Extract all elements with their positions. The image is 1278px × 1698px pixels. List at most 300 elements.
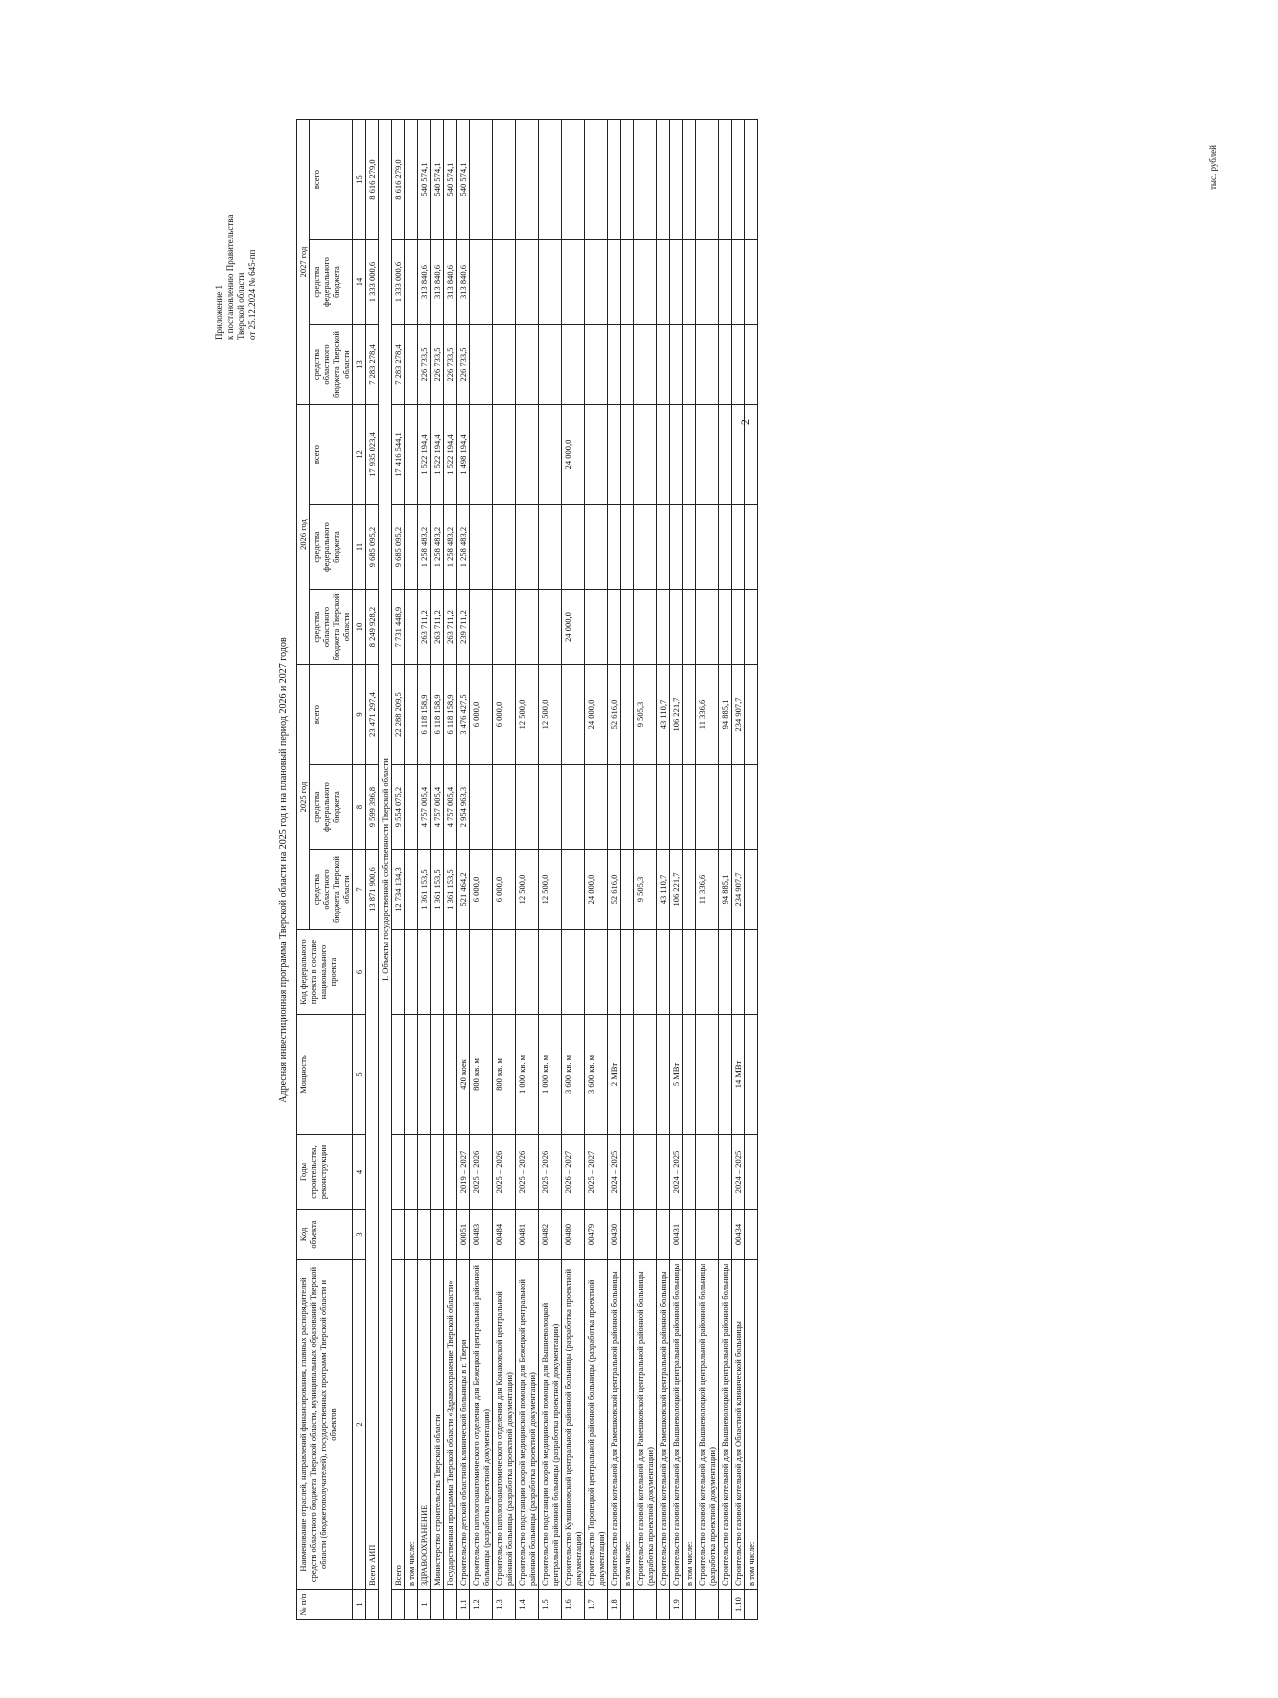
table-row [405,120,418,1620]
table-row [745,120,758,1620]
row-years: 2025 – 2026 [516,1135,539,1210]
row-value: 6 000,0 [493,850,516,930]
appendix-line: от 25.12.2024 № 645-пп [247,249,257,340]
row-power: 2 МВт [608,1015,621,1135]
row-code: 00482 [539,1210,562,1260]
row-value [621,505,634,590]
row-fedcode [431,930,444,1015]
row-fedcode [657,930,670,1015]
row-num [719,1590,732,1620]
row-value: 6 118 158,9 [444,665,457,765]
row-value: 12 500,0 [539,850,562,930]
row-value [745,240,758,325]
row-num: 1.2 [470,1590,493,1620]
row-value [562,120,585,240]
row-value: 94 885,1 [719,850,732,930]
row-value: 1 498 194,4 [457,405,470,505]
row-value: 24 000,0 [562,590,585,665]
row-value: 106 221,7 [670,665,683,765]
row-code [621,1210,634,1260]
row-name: Строительство газовой котельной для Вышневолоцкой центральной районной больницы (разработка проектной документации) [696,1260,719,1590]
appendix-line: Тверской области [236,272,246,340]
row-value [470,405,493,505]
row-value [516,120,539,240]
header-total-2027: всего [310,120,353,240]
table-row [493,120,516,1620]
header-2025: 2025 год [297,665,310,930]
header-2027: 2027 год [297,120,310,405]
row-num [683,1590,696,1620]
row-years [634,1135,657,1210]
row-value [683,590,696,665]
total-num-cell [366,1590,379,1620]
row-value [634,325,657,405]
row-value: 226 733,5 [444,325,457,405]
row-name: Строительство Кувшиновской центральной районной больницы (разработка проектной документации) [562,1260,585,1590]
row-num [405,1590,418,1620]
table-row [457,120,470,1620]
row-value [696,240,719,325]
row-value: 22 288 209,5 [392,665,405,765]
total-value: 8 249 928,2 [366,590,379,665]
table-row [539,120,562,1620]
row-num: 1 [418,1590,431,1620]
header-num: № п/п [297,1590,353,1620]
row-code [683,1210,696,1260]
row-value [493,325,516,405]
row-value [634,120,657,240]
column-number-row [353,120,366,1620]
row-value [539,765,562,850]
row-value: 6 000,0 [470,665,493,765]
column-number: 13 [353,325,366,405]
row-name: в том числе: [621,1260,634,1590]
row-value: 9 554 075,2 [392,765,405,850]
row-power [745,1015,758,1135]
row-value: 24 000,0 [585,665,608,765]
row-value [516,590,539,665]
row-value [516,765,539,850]
row-value: 263 711,2 [444,590,457,665]
row-value [405,120,418,240]
column-number: 1 [353,1590,366,1620]
row-value [696,325,719,405]
row-value: 1 333 000,6 [392,240,405,325]
table-row [657,120,670,1620]
row-value: 226 733,5 [431,325,444,405]
row-value: 4 757 005,4 [418,765,431,850]
row-name: Строительство патологоанатомического отделения для Конаковской центральной районной больницы (разработка проектной документации) [493,1260,516,1590]
row-value [621,405,634,505]
row-num [621,1590,634,1620]
row-name: Министерство строительства Тверской области [431,1260,444,1590]
row-value [493,590,516,665]
total-value: 23 471 297,4 [366,665,379,765]
row-value: 6 118 158,9 [431,665,444,765]
row-value [405,240,418,325]
row-value: 540 574,1 [418,120,431,240]
row-value [516,505,539,590]
table-row [634,120,657,1620]
row-value [657,590,670,665]
table-row [516,120,539,1620]
row-value [745,850,758,930]
row-power: 5 МВт [670,1015,683,1135]
table-row [732,120,745,1620]
row-value [719,590,732,665]
row-value: 263 711,2 [418,590,431,665]
row-value [719,325,732,405]
row-value: 12 734 134,3 [392,850,405,930]
row-num: 1.10 [732,1590,745,1620]
row-power: 3 600 кв. м [585,1015,608,1135]
row-value [493,120,516,240]
row-value [670,325,683,405]
row-value [585,405,608,505]
row-value [657,325,670,405]
header-row [297,120,310,1620]
row-value: 43 110,7 [657,665,670,765]
header-fedcode: Код федерального проекта в составе национального проекта [297,930,353,1015]
table-row [418,120,431,1620]
row-name: Строительство Торопецкой центральной районной больницы (разработка проектной документации) [585,1260,608,1590]
row-value [745,325,758,405]
table-row [670,120,683,1620]
row-num [392,1590,405,1620]
table-row [431,120,444,1620]
row-value [719,505,732,590]
row-code: 00431 [670,1210,683,1260]
row-value [493,505,516,590]
row-value [608,240,621,325]
row-fedcode [418,930,431,1015]
row-years [418,1135,431,1210]
row-value [719,765,732,850]
row-value [670,405,683,505]
row-power [621,1015,634,1135]
row-value [732,120,745,240]
row-value [405,665,418,765]
row-value: 17 416 544,1 [392,405,405,505]
row-value [470,120,493,240]
row-value: 4 757 005,4 [431,765,444,850]
row-fedcode [392,930,405,1015]
total-row [366,120,379,1620]
row-value [405,325,418,405]
row-years: 2024 – 2025 [608,1135,621,1210]
header-power: Мощность [297,1015,353,1135]
row-value [670,590,683,665]
row-value: 106 221,7 [670,850,683,930]
row-power [696,1015,719,1135]
table-row [444,120,457,1620]
row-value [657,765,670,850]
row-value [562,850,585,930]
row-value: 6 000,0 [493,665,516,765]
row-fedcode [683,930,696,1015]
row-value [608,325,621,405]
row-num: 1.3 [493,1590,516,1620]
row-value [634,505,657,590]
row-fedcode [696,930,719,1015]
row-value [493,405,516,505]
row-code: 00434 [732,1210,745,1260]
row-value: 313 840,6 [431,240,444,325]
row-value [719,120,732,240]
row-value: 1 258 483,2 [444,505,457,590]
header-name: Наименование отраслей, направлений финансирования, главных распорядителей средств областного бюджета Тверской области, муниципальных образований Тверской области (бюджетополучателей), государственных программ Тверской области и объектов [297,1260,353,1590]
row-years: 2024 – 2025 [670,1135,683,1210]
row-num: 1.6 [562,1590,585,1620]
header-regional-2025: средства областного бюджета Тверской области [310,850,353,930]
row-value [683,240,696,325]
row-value [657,505,670,590]
column-number: 9 [353,665,366,765]
row-value [670,765,683,850]
table-row [696,120,719,1620]
row-value: 1 258 483,2 [431,505,444,590]
row-value [634,405,657,505]
row-value: 24 000,0 [585,850,608,930]
row-code [719,1210,732,1260]
rotated-document [214,120,1278,1620]
row-num: 1.1 [457,1590,470,1620]
row-num [634,1590,657,1620]
row-num [444,1590,457,1620]
row-value [562,665,585,765]
row-name: в том числе: [405,1260,418,1590]
row-value: 263 711,2 [431,590,444,665]
section-row [379,120,392,1620]
row-value [683,665,696,765]
row-years [392,1135,405,1210]
row-value [562,325,585,405]
row-value [608,590,621,665]
row-value [562,765,585,850]
row-value [657,120,670,240]
row-code [634,1210,657,1260]
row-value [657,240,670,325]
row-num: 1.4 [516,1590,539,1620]
row-power [405,1015,418,1135]
row-fedcode [444,930,457,1015]
row-code: 00430 [608,1210,621,1260]
row-fedcode [562,930,585,1015]
row-value [621,765,634,850]
header-years: Годы строительства, реконструкции [297,1135,353,1210]
row-value: 43 110,7 [657,850,670,930]
row-value [745,405,758,505]
row-value [608,505,621,590]
row-num [431,1590,444,1620]
row-value [608,120,621,240]
row-name: Строительство газовой котельной для Рамешковской центральной районной больницы [657,1260,670,1590]
row-power: 14 МВт [732,1015,745,1135]
row-value: 540 574,1 [457,120,470,240]
row-value: 52 616,0 [608,665,621,765]
row-value [405,505,418,590]
row-fedcode [405,930,418,1015]
row-value [683,405,696,505]
row-value: 12 500,0 [516,850,539,930]
row-code: 00481 [516,1210,539,1260]
row-value: 6 118 158,9 [418,665,431,765]
row-value [470,590,493,665]
column-number: 12 [353,405,366,505]
header-2026: 2026 год [297,405,310,665]
row-value: 313 840,6 [457,240,470,325]
column-number: 11 [353,505,366,590]
row-code [392,1210,405,1260]
row-years [405,1135,418,1210]
document-title: Адресная инвестиционная программа Тверской области на 2025 год и на плановый период 2026 и 2027 годов [278,637,289,1103]
total-value: 1 333 000,6 [366,240,379,325]
row-value [539,240,562,325]
table-row [470,120,493,1620]
row-value: 1 522 194,4 [418,405,431,505]
row-num: 1.7 [585,1590,608,1620]
row-value: 521 464,2 [457,850,470,930]
row-value [539,590,562,665]
row-years: 2024 – 2025 [732,1135,745,1210]
column-number: 15 [353,120,366,240]
row-value [621,665,634,765]
row-code [745,1210,758,1260]
row-value [745,665,758,765]
row-fedcode [516,930,539,1015]
row-power: 800 кв. м [493,1015,516,1135]
column-number: 8 [353,765,366,850]
page-number: 2 [738,419,752,425]
row-value [745,765,758,850]
row-value: 234 907,7 [732,850,745,930]
row-value: 2 954 963,3 [457,765,470,850]
row-value: 1 522 194,4 [444,405,457,505]
row-value: 1 361 153,5 [444,850,457,930]
row-value [745,505,758,590]
row-years [696,1135,719,1210]
row-value: 1 361 153,5 [431,850,444,930]
row-value [585,120,608,240]
row-name: Строительство газовой котельной для Вышневолоцкой центральной районной больницы [670,1260,683,1590]
row-power [657,1015,670,1135]
row-years: 2025 – 2027 [585,1135,608,1210]
column-number: 14 [353,240,366,325]
total-value: 9 685 095,2 [366,505,379,590]
row-value [516,405,539,505]
row-value [539,505,562,590]
row-value: 6 000,0 [470,850,493,930]
row-value [696,765,719,850]
row-value: 7 283 278,4 [392,325,405,405]
row-code [418,1210,431,1260]
table-row [608,120,621,1620]
row-years [683,1135,696,1210]
row-value: 11 336,6 [696,850,719,930]
row-num [696,1590,719,1620]
row-value: 3 476 427,5 [457,665,470,765]
row-value: 226 733,5 [457,325,470,405]
row-value [719,240,732,325]
row-value [732,505,745,590]
row-value [719,405,732,505]
row-value [585,325,608,405]
row-num: 1.9 [670,1590,683,1620]
row-num [745,1590,758,1620]
row-power [634,1015,657,1135]
row-value [585,240,608,325]
row-value [621,120,634,240]
row-power [418,1015,431,1135]
appendix-line: Приложение 1 [214,284,224,340]
row-power [392,1015,405,1135]
row-value: 52 616,0 [608,850,621,930]
row-fedcode [539,930,562,1015]
row-name: Строительство детской областной клинической больницы в г. Твери [457,1260,470,1590]
row-value [732,765,745,850]
row-name: Строительство патологоанатомического отделения для Бежецкой центральной районной больницы (разработка проектной документации) [470,1260,493,1590]
row-value [732,405,745,505]
row-value [683,765,696,850]
row-value: 1 522 194,4 [431,405,444,505]
row-value [683,325,696,405]
row-value [585,590,608,665]
row-name: Строительство подстанции скорой медицинской помощи для Бежецкой центральной районной больницы (разработка проектной документации) [516,1260,539,1590]
row-value [608,765,621,850]
row-value [683,505,696,590]
column-number: 5 [353,1015,366,1135]
row-code [657,1210,670,1260]
row-name: в том числе: [683,1260,696,1590]
row-value: 313 840,6 [418,240,431,325]
row-value [621,850,634,930]
row-value [562,505,585,590]
column-number: 4 [353,1135,366,1210]
row-value: 234 907,7 [732,665,745,765]
row-name: Строительство газовой котельной для Рамешковской центральной районной больницы [608,1260,621,1590]
units-label: тыс. рублей [1208,145,1218,190]
row-power: 1 000 кв. м [516,1015,539,1135]
row-value [493,240,516,325]
row-value [696,405,719,505]
row-value: 9 685 095,2 [392,505,405,590]
total-value: 9 599 396,8 [366,765,379,850]
table-row [585,120,608,1620]
row-value [470,505,493,590]
row-num: 1.8 [608,1590,621,1620]
row-name: Строительство газовой котельной для Рамешковской центральной районной больницы (разработка проектной документации) [634,1260,657,1590]
row-value [745,590,758,665]
row-value [405,765,418,850]
row-value [732,240,745,325]
total-value: 8 616 279,0 [366,120,379,240]
row-fedcode [719,930,732,1015]
row-power: 800 кв. м [470,1015,493,1135]
row-fedcode [470,930,493,1015]
total-value: 17 935 023,4 [366,405,379,505]
column-number: 10 [353,590,366,665]
row-num: 1.5 [539,1590,562,1620]
total-label: Всего АИП [366,930,379,1590]
row-value: 1 361 153,5 [418,850,431,930]
total-value: 13 871 900,6 [366,850,379,930]
row-value [470,325,493,405]
row-power: 1 000 кв. м [539,1015,562,1135]
appendix-note [214,215,258,340]
row-power: 3 600 кв. м [562,1015,585,1135]
column-number: 7 [353,850,366,930]
row-power: 420 коек [457,1015,470,1135]
